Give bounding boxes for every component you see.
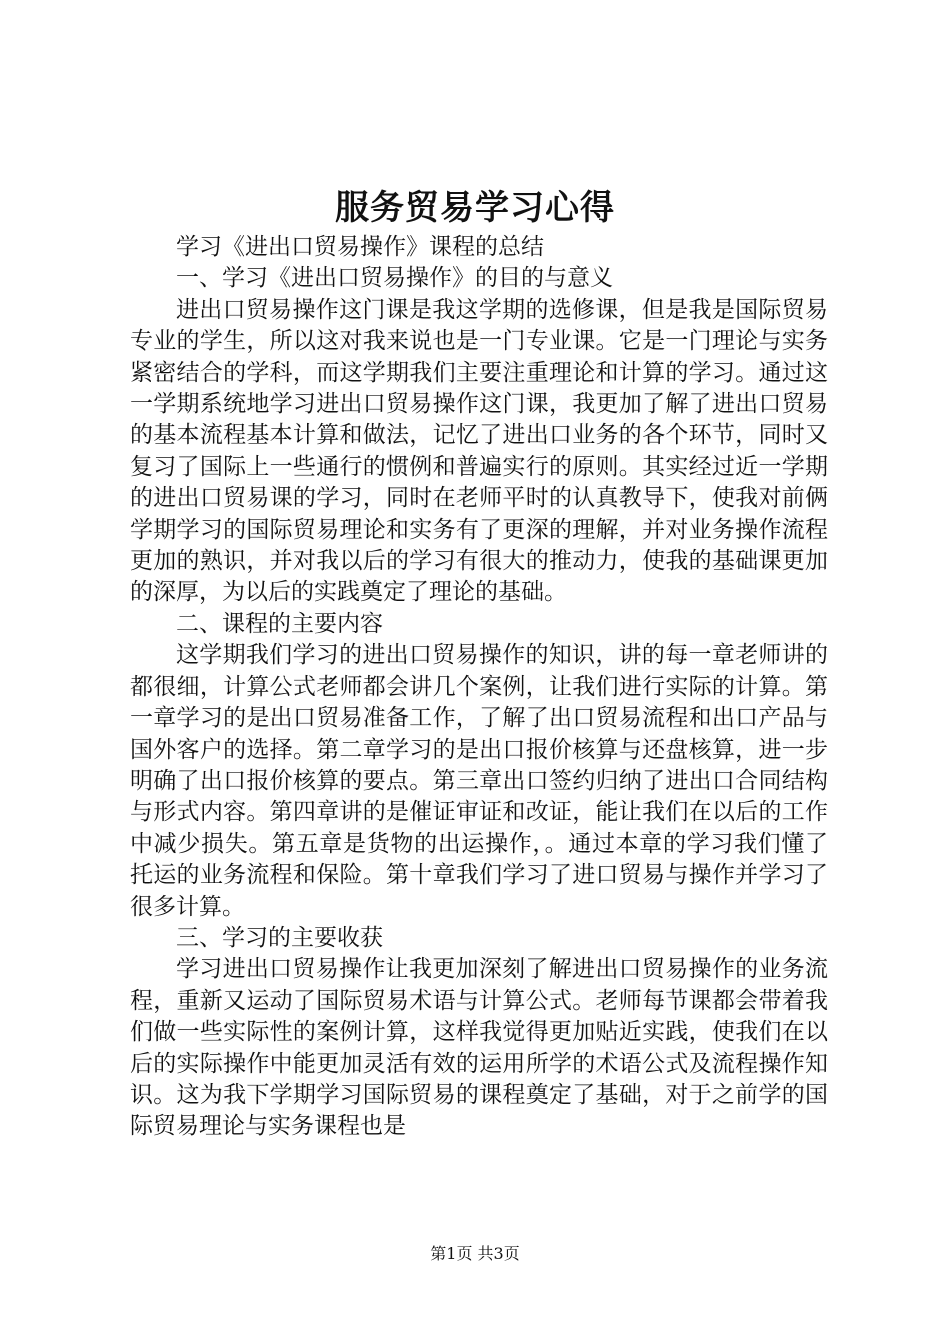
document-body	[130, 232, 828, 1143]
paragraph-3: 学习进出口贸易操作让我更加深刻了解进出口贸易操作的业务流程，重新又运动了国际贸易术语与计算公式。老师每节课都会带着我们做一些实际性的案例计算，这样我觉得更加贴近实践，使我们在以后的实际操作中能更加灵活有效的运用所学的术语公式及流程操作知识。这为我下学期学习国际贸易的课程奠定了基础，对于之前学的国际贸易理论与实务课程也是	[130, 956, 828, 1140]
section-heading-3: 三、学习的主要收获	[176, 924, 383, 951]
paragraph-intro: 学习《进出口贸易操作》课程的总结	[176, 234, 544, 260]
section-heading-1: 一、学习《进出口贸易操作》的目的与意义	[176, 265, 613, 292]
paragraph-2: 这学期我们学习的进出口贸易操作的知识，讲的每一章老师讲的都很细，计算公式老师都会讲几个案例，让我们进行实际的计算。第一章学习的是出口贸易准备工作，了解了出口贸易流程和出口产品与国外客户的选择。第二章学习的是出口报价核算与还盘核算，进一步明确了出口报价核算的要点。第三章出口签约归纳了进出口合同结构与形式内容。第四章讲的是催证审证和改证，能让我们在以后的工作中减少损失。第五章是货物的出运操作，。通过本章的学习我们懂了托运的业务流程和保险。第十章我们学习了进口贸易与操作并学习了很多计算。	[130, 642, 828, 920]
section-heading-2: 二、课程的主要内容	[176, 610, 383, 637]
document-title: 服务贸易学习心得	[335, 188, 615, 228]
page-footer: 第1页 共3页	[430, 1244, 520, 1263]
paragraph-1: 进出口贸易操作这门课是我这学期的选修课，但是我是国际贸易专业的学生，所以这对我来说也是一门专业课。它是一门理论与实务紧密结合的学科，而这学期我们主要注重理论和计算的学习。通过这一学期系统地学习进出口贸易操作这门课，我更加了解了进出口贸易的基本流程基本计算和做法，记忆了进出口业务的各个环节，同时又复习了国际上一些通行的惯例和普遍实行的原则。其实经过近一学期的进出口贸易课的学习，同时在老师平时的认真教导下，使我对前俩学期学习的国际贸易理论和实务有了更深的理解，并对业务操作流程更加的熟识，并对我以后的学习有很大的推动力，使我的基础课更加的深厚，为以后的实践奠定了理论的基础。	[130, 296, 828, 606]
